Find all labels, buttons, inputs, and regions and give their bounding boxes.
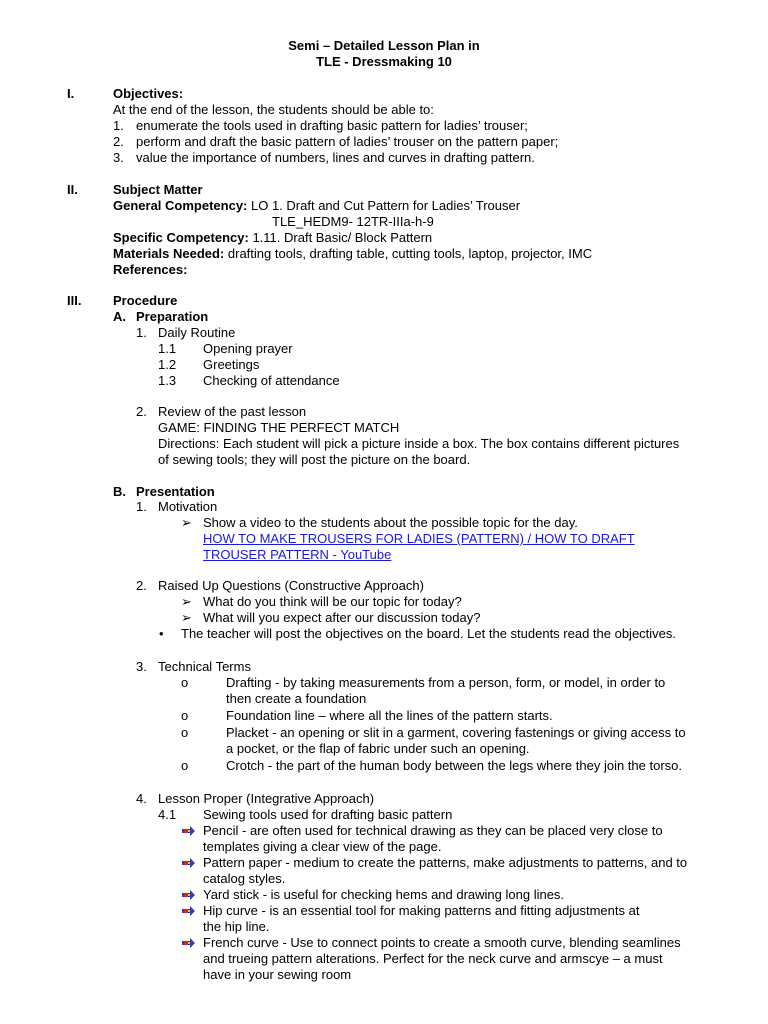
motivation-item: Show a video to the students about the possible topic for the day.	[203, 515, 578, 530]
item-number: 1.	[136, 325, 147, 340]
sewing-tools-heading: Sewing tools used for drafting basic pattern	[203, 807, 453, 822]
term-placket-cont: a pocket, or the flap of fabric under such an opening.	[226, 741, 530, 756]
directions-line-2: of sewing tools; they will post the picture on the board.	[158, 452, 471, 467]
term-crotch: Crotch - the part of the human body between the legs where they join the torso.	[226, 758, 682, 773]
review-lesson: Review of the past lesson	[158, 404, 307, 419]
objective-item: perform and draft the basic pattern of ladies’ trouser on the pattern paper;	[136, 134, 559, 149]
objective-number: 2.	[113, 134, 124, 149]
objective-number: 1.	[113, 118, 124, 133]
general-competency	[113, 198, 520, 214]
dot-bullet-icon: •	[159, 626, 164, 641]
tool-pattern-paper-cont: catalog styles.	[203, 871, 286, 886]
title-line-1: Semi – Detailed Lesson Plan in	[288, 38, 480, 53]
game-title: GAME: FINDING THE PERFECT MATCH	[158, 420, 400, 435]
objective-item: enumerate the tools used in drafting basic pattern for ladies’ trouser;	[136, 118, 528, 133]
arrow-bullet-icon: ➢	[181, 610, 192, 625]
tool-pattern-paper: Pattern paper - medium to create the patterns, make adjustments to patterns, and to	[203, 855, 688, 870]
arrow-bullet-icon: ➢	[181, 594, 192, 609]
item-number: 2.	[136, 578, 147, 593]
term-foundation-line: Foundation line – where all the lines of the pattern starts.	[226, 708, 553, 723]
tool-hip-curve: Hip curve - is an essential tool for making patterns and fitting adjustments at	[203, 903, 640, 918]
preparation-heading: Preparation	[136, 309, 209, 324]
arrow-bullet-icon: ➢	[181, 515, 192, 530]
youtube-link-line-1[interactable]: HOW TO MAKE TROUSERS FOR LADIES (PATTERN) / HOW TO DRAFT	[203, 531, 635, 546]
objective-number: 3.	[113, 150, 124, 165]
tool-french-curve: French curve - Use to connect points to create a smooth curve, blending seamlines	[203, 935, 681, 950]
specific-competency	[113, 230, 432, 246]
pointing-hand-icon	[182, 889, 196, 901]
materials-needed	[113, 246, 592, 262]
youtube-link-line-2[interactable]: TROUSER PATTERN - YouTube	[203, 547, 392, 562]
teacher-note: The teacher will post the objectives on the board. Let the students read the objectives.	[181, 626, 677, 641]
item-number: 2.	[136, 404, 147, 419]
routine-item: Checking of attendance	[203, 373, 340, 388]
lesson-proper: Lesson Proper (Integrative Approach)	[158, 791, 375, 806]
circle-bullet-icon: o	[181, 675, 189, 690]
procedure-heading: Procedure	[113, 293, 178, 308]
materials-label: Materials Needed:	[113, 246, 225, 261]
pointing-hand-icon	[182, 825, 196, 837]
daily-routine: Daily Routine	[158, 325, 236, 340]
specific-competency-label: Specific Competency:	[113, 230, 249, 245]
tool-french-curve-cont: and trueing pattern alterations. Perfect for the neck curve and armscye – a must	[203, 951, 663, 966]
term-drafting-cont: then create a foundation	[226, 691, 367, 706]
tool-hip-curve-cont: the hip line.	[203, 919, 270, 934]
general-competency-value: LO 1. Draft and Cut Pattern for Ladies’ Trouser	[251, 198, 521, 213]
general-competency-label: General Competency:	[113, 198, 248, 213]
routine-number: 1.3	[158, 373, 177, 388]
objectives-heading: Objectives:	[113, 86, 184, 101]
pointing-hand-icon	[182, 937, 196, 949]
pointing-hand-icon	[182, 905, 196, 917]
circle-bullet-icon: o	[181, 725, 189, 740]
competency-code: TLE_HEDM9- 12TR-IIIa-h-9	[272, 214, 434, 229]
circle-bullet-icon: o	[181, 758, 189, 773]
item-number: 3.	[136, 659, 147, 674]
technical-terms: Technical Terms	[158, 659, 251, 674]
term-placket: Placket - an opening or slit in a garment, covering fastenings or giving access to	[226, 725, 686, 740]
references-label: References:	[113, 262, 188, 277]
objectives-intro: At the end of the lesson, the students should be able to:	[113, 102, 434, 117]
title-line-2: TLE - Dressmaking 10	[316, 54, 452, 69]
item-number: 1.	[136, 499, 147, 514]
tool-pencil: Pencil - are often used for technical drawing as they can be placed very close to	[203, 823, 663, 838]
subsection-a-label: A.	[113, 309, 126, 324]
motivation: Motivation	[158, 499, 218, 514]
section-number-2: II.	[67, 182, 78, 197]
objective-item: value the importance of numbers, lines and curves in drafting pattern.	[136, 150, 535, 165]
subsection-b-label: B.	[113, 484, 126, 499]
question-item: What will you expect after our discussion today?	[203, 610, 481, 625]
term-drafting: Drafting - by taking measurements from a person, form, or model, in order to	[226, 675, 666, 690]
tool-french-curve-cont: have in your sewing room	[203, 967, 352, 982]
pointing-hand-icon	[182, 857, 196, 869]
specific-competency-value: 1.11. Draft Basic/ Block Pattern	[252, 230, 433, 245]
circle-bullet-icon: o	[181, 708, 189, 723]
routine-number: 1.1	[158, 341, 177, 356]
materials-value: drafting tools, drafting table, cutting tools, laptop, projector, IMC	[227, 246, 593, 261]
subject-heading: Subject Matter	[113, 182, 203, 197]
tool-yard-stick: Yard stick - is useful for checking hems and drawing long lines.	[203, 887, 565, 902]
item-number: 4.1	[158, 807, 177, 822]
question-item: What do you think will be our topic for today?	[203, 594, 462, 609]
section-number-3: III.	[67, 293, 82, 308]
section-number-1: I.	[67, 86, 75, 101]
routine-item: Greetings	[203, 357, 260, 372]
routine-number: 1.2	[158, 357, 177, 372]
item-number: 4.	[136, 791, 147, 806]
directions-line-1: Directions: Each student will pick a picture inside a box. The box contains different pictures	[158, 436, 680, 451]
raised-questions: Raised Up Questions (Constructive Approach)	[158, 578, 424, 593]
presentation-heading: Presentation	[136, 484, 215, 499]
routine-item: Opening prayer	[203, 341, 293, 356]
tool-pencil-cont: templates giving a clear view of the page.	[203, 839, 442, 854]
